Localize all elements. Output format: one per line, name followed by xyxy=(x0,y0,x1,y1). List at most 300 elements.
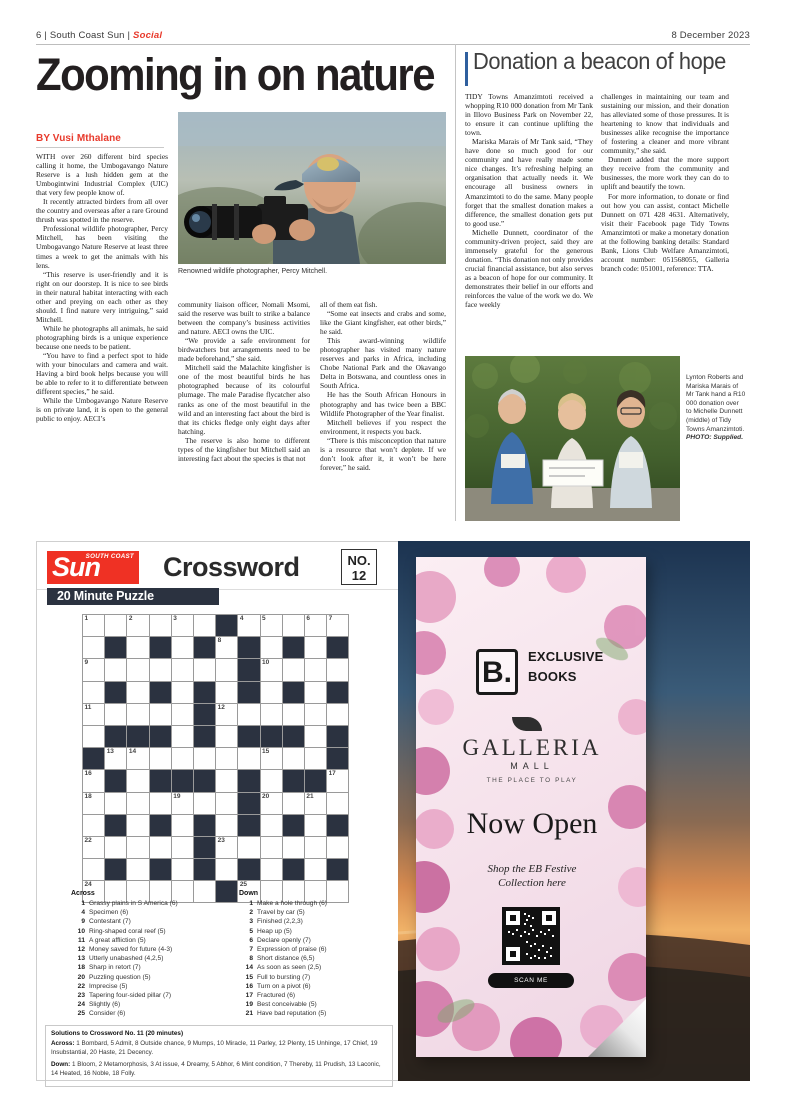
grid-cell[interactable] xyxy=(305,704,326,725)
grid-cell[interactable] xyxy=(127,748,148,769)
grid-cell-block xyxy=(150,637,171,658)
across-clue xyxy=(71,899,233,908)
grid-cell-block xyxy=(283,770,304,791)
grid-cell[interactable] xyxy=(261,682,282,703)
grid-cell[interactable] xyxy=(327,837,348,858)
grid-cell-number: 10 xyxy=(262,659,270,667)
grid-cell[interactable] xyxy=(172,837,193,858)
grid-cell[interactable] xyxy=(216,682,237,703)
headline-accent-bar xyxy=(465,52,468,86)
clue-number: 19 xyxy=(245,1001,253,1009)
grid-cell-block xyxy=(327,726,348,747)
clue-text: Make a hole through (6) xyxy=(257,900,328,907)
galleria-tagline: THE PLACE TO PLAY xyxy=(486,777,578,784)
clue-text: Utterly unabashed (4,2,5) xyxy=(89,955,164,963)
solutions-across xyxy=(51,1040,387,1057)
grid-cell[interactable] xyxy=(172,659,193,680)
eb-brand-line-2: BOOKS xyxy=(528,669,577,684)
grid-cell-block xyxy=(105,726,126,747)
grid-cell-block xyxy=(150,859,171,880)
page-title: Zooming in on nature xyxy=(36,49,435,100)
paragraph: TIDY Towns Amanzimtoti received a whopping R10 000 donation from Mr Tank in Illovo Business Park on November 22, to ensure it can continue uplifting the town. xyxy=(465,92,593,138)
publication-name: South Coast Sun xyxy=(49,30,125,41)
grid-cell-number: 1 xyxy=(84,615,89,622)
shop-line-2: Collection here xyxy=(498,877,566,889)
grid-cell-number: 23 xyxy=(217,836,225,844)
donation-column-1 xyxy=(465,92,593,309)
grid-cell-number: 3 xyxy=(173,615,177,622)
paragraph: He has the South African Honours in photography and has twice been a BBC Wildlife Photographer of the Year finalist. xyxy=(320,390,446,418)
grid-cell[interactable] xyxy=(172,704,193,725)
grid-cell-block xyxy=(172,770,193,791)
grid-cell[interactable] xyxy=(305,726,326,747)
across-clue xyxy=(71,917,233,926)
grid-cell-block xyxy=(216,615,237,636)
paragraph: “You have to find a perfect spot to hide with your binoculars and camera and wait. Having a bird book helps because you will be able to refer to it to differentiate between different species,” he said. xyxy=(36,351,168,397)
grid-cell[interactable] xyxy=(261,859,282,880)
grid-cell-number: 11 xyxy=(84,703,92,711)
down-clue xyxy=(239,1000,401,1009)
clue-text: A great affliction (5) xyxy=(89,936,146,944)
grid-cell[interactable] xyxy=(327,770,348,791)
column-1 xyxy=(36,152,168,423)
grid-cell[interactable] xyxy=(216,726,237,747)
down-clue xyxy=(239,908,401,917)
paragraph: This award-winning wildlife photographer has visited many nature reserves and parks in Africa, including Chobe National Park and the Okavango Delta in Botswana, and countless ones in South Africa. xyxy=(320,336,446,391)
down-clue xyxy=(239,1009,401,1018)
grid-cell[interactable] xyxy=(172,726,193,747)
across-heading: Across xyxy=(71,890,95,897)
grid-cell-block xyxy=(150,815,171,836)
grid-cell[interactable] xyxy=(83,837,104,858)
clue-number: 6 xyxy=(249,936,253,944)
grid-cell[interactable] xyxy=(150,793,171,814)
grid-cell[interactable] xyxy=(305,815,326,836)
grid-cell-block xyxy=(238,859,259,880)
grid-cell-number: 5 xyxy=(262,615,266,622)
eb-brand-line-1: EXCLUSIVE xyxy=(528,649,604,664)
grid-cell[interactable] xyxy=(105,837,126,858)
across-clue xyxy=(71,936,233,945)
folio-bar xyxy=(36,30,750,45)
photo-caption-left: Renowned wildlife photographer, Percy Mitchell. xyxy=(178,268,328,275)
grid-cell-number: 19 xyxy=(173,792,181,800)
grid-cell[interactable] xyxy=(305,859,326,880)
scan-me-label: SCAN ME xyxy=(514,977,548,984)
down-clues xyxy=(239,890,401,1019)
grid-cell[interactable] xyxy=(194,659,215,680)
grid-cell-number: 15 xyxy=(262,748,270,756)
clue-number: 23 xyxy=(77,992,85,1000)
grid-cell[interactable] xyxy=(238,837,259,858)
grid-cell[interactable] xyxy=(305,793,326,814)
grid-cell-number: 18 xyxy=(84,792,92,800)
paragraph: Dunnett added that the more support they receive from the community and businesses, the more work they can do to uplift and beautify the town. xyxy=(601,155,729,192)
grid-cell-block xyxy=(238,637,259,658)
paragraph: Mitchell said the Malachite kingfisher is one of the most beautiful birds he has photographed because of its colourful plumage. The male Paradise flycatcher also ranks as one of the most beautiful in the wild and an interesting fact about the bird is that its chicks fledge only eight days after hatching. xyxy=(178,363,310,436)
grid-cell-block xyxy=(194,815,215,836)
column-3 xyxy=(320,300,446,472)
grid-cell[interactable] xyxy=(83,615,104,636)
grid-cell-block xyxy=(238,659,259,680)
clue-text: Expression of praise (6) xyxy=(257,946,327,954)
grid-cell[interactable] xyxy=(83,659,104,680)
paragraph: Mariska Marais of Mr Tank said, “They have done so much good for our community and have really made some nice changes. It’s refreshing helping an organisation that actually needs it. We encourage all business owners in Amanzimtoti to do the same. Many people forget that the smallest donation makes a difference, the smallest donation gets put to good use.” xyxy=(465,137,593,228)
down-heading: Down xyxy=(239,890,259,897)
grid-cell-number: 6 xyxy=(306,615,310,622)
grid-cell[interactable] xyxy=(105,615,126,636)
grid-cell[interactable] xyxy=(216,637,237,658)
grid-cell-block xyxy=(194,637,215,658)
grid-cell[interactable] xyxy=(327,704,348,725)
paragraph: While the Umbogavango Nature Reserve is on private land, it is open to the general public to enjoy. AECI’s xyxy=(36,396,168,424)
down-clue xyxy=(239,991,401,1000)
grid-cell[interactable] xyxy=(150,615,171,636)
grid-cell[interactable] xyxy=(216,659,237,680)
paragraph: WITH over 260 different bird species calling it home, the Umbogavango Nature Reserve is a lush hidden gem at the Umbogintwini Industrial Complex (UIC) that very few people know of. xyxy=(36,152,168,198)
section-name: Social xyxy=(133,30,163,41)
grid-cell[interactable] xyxy=(261,704,282,725)
across-clue xyxy=(71,963,233,972)
grid-cell[interactable] xyxy=(238,704,259,725)
solutions-down xyxy=(51,1061,387,1078)
shop-line-1: Shop the EB Festive xyxy=(487,863,577,875)
photo-percy-svg xyxy=(178,112,446,264)
clue-number: 17 xyxy=(245,992,253,1000)
ad-card xyxy=(416,557,646,1057)
grid-cell[interactable] xyxy=(150,704,171,725)
grid-cell[interactable] xyxy=(127,859,148,880)
grid-cell[interactable] xyxy=(172,815,193,836)
grid-cell[interactable] xyxy=(238,748,259,769)
grid-cell[interactable] xyxy=(105,659,126,680)
solutions-across-text: 1 Bombard, 5 Admit, 8 Outside chance, 9 Mumps, 10 Miracle, 11 Parley, 12 Plenty, 15 Unhinge, 17 Chief, 19 Insubstantial, 20 Haste, 21 Decency. xyxy=(51,1040,378,1056)
grid-cell[interactable] xyxy=(127,770,148,791)
clue-number: 21 xyxy=(245,1010,253,1018)
solutions-box xyxy=(45,1025,393,1087)
across-clue xyxy=(71,908,233,917)
paragraph: “This reserve is user-friendly and it is right on our doorstep. It is nice to see birds in their natural habitat interacting with each other and preying on each other as they should. I find nature very intriguing,” said Mitchell. xyxy=(36,269,168,324)
grid-cell-block xyxy=(194,770,215,791)
grid-cell-number: 2 xyxy=(128,615,133,622)
clue-number: 14 xyxy=(245,964,253,972)
grid-cell-block xyxy=(238,726,259,747)
clue-number: 22 xyxy=(77,982,85,990)
grid-cell[interactable] xyxy=(261,615,282,636)
down-clue xyxy=(239,917,401,926)
grid-cell[interactable] xyxy=(150,659,171,680)
grid-cell[interactable] xyxy=(305,682,326,703)
clue-number: 5 xyxy=(249,927,253,935)
clue-text: Declare openly (7) xyxy=(257,936,311,944)
grid-cell-block xyxy=(150,770,171,791)
clue-number: 1 xyxy=(249,900,253,907)
grid-cell[interactable] xyxy=(305,637,326,658)
clue-text: Puzzling question (5) xyxy=(89,973,151,981)
paragraph: Michelle Dunnett, coordinator of the community-driven project, said they are immensely grateful for the generous donation. “This donation not only provides crucial financial assistance, but also serves as a beacon of hope for our community. It demonstrates their belief in our efforts and reinforces the value of the work we do. We face weekly xyxy=(465,227,593,310)
grid-cell[interactable] xyxy=(127,793,148,814)
grid-cell-block xyxy=(194,837,215,858)
clue-text: Contestant (7) xyxy=(89,918,131,926)
clue-text: Ring-shaped coral reef (5) xyxy=(89,927,166,935)
photo-donation-handover xyxy=(465,356,680,521)
grid-cell[interactable] xyxy=(216,770,237,791)
secondary-headline: Donation a beacon of hope xyxy=(473,48,726,74)
grid-cell[interactable] xyxy=(283,837,304,858)
galleria-name: GALLERIA xyxy=(462,735,602,760)
across-clue xyxy=(71,1000,233,1009)
clue-text: Full to bursting (7) xyxy=(257,973,311,981)
grid-cell-block xyxy=(327,815,348,836)
grid-cell-block xyxy=(238,682,259,703)
paragraph: “We provide a safe environment for birdwatchers but arrangements need to be made beforehand,” she said. xyxy=(178,336,310,364)
grid-cell[interactable] xyxy=(216,748,237,769)
clue-text: Tapering four-sided pillar (7) xyxy=(89,992,172,1000)
grid-cell-number: 8 xyxy=(217,637,222,645)
crossword-grid[interactable] xyxy=(82,614,349,903)
grid-cell-block xyxy=(327,748,348,769)
advertisement[interactable] xyxy=(398,541,750,1081)
grid-cell-number: 16 xyxy=(84,770,92,778)
grid-cell[interactable] xyxy=(105,793,126,814)
galleria-mall-word: MALL xyxy=(510,761,554,771)
grid-cell[interactable] xyxy=(305,659,326,680)
grid-cell-block xyxy=(105,770,126,791)
eb-logo-mark: B. xyxy=(476,649,518,695)
grid-cell[interactable] xyxy=(172,859,193,880)
grid-cell[interactable] xyxy=(83,704,104,725)
grid-cell[interactable] xyxy=(283,659,304,680)
grid-cell[interactable] xyxy=(105,704,126,725)
grid-cell-block xyxy=(327,637,348,658)
grid-cell-number: 20 xyxy=(262,792,270,800)
grid-cell[interactable] xyxy=(194,615,215,636)
down-clue xyxy=(239,927,401,936)
folio-sep: | xyxy=(44,30,50,41)
donation-column-2 xyxy=(601,92,729,273)
grid-cell[interactable] xyxy=(172,637,193,658)
grid-cell[interactable] xyxy=(127,637,148,658)
clue-text: Money saved for future (4-3) xyxy=(89,946,173,954)
grid-cell[interactable] xyxy=(83,637,104,658)
grid-cell-block xyxy=(283,682,304,703)
now-open-text: Now Open xyxy=(466,807,598,840)
grid-cell-block xyxy=(283,815,304,836)
clue-text: Heap up (5) xyxy=(257,927,292,935)
grid-cell[interactable] xyxy=(127,682,148,703)
grid-cell[interactable] xyxy=(216,815,237,836)
grid-cell[interactable] xyxy=(327,793,348,814)
grid-cell[interactable] xyxy=(261,793,282,814)
sun-logo-word: Sun xyxy=(52,552,100,582)
grid-cell[interactable] xyxy=(172,615,193,636)
grid-cell[interactable] xyxy=(83,770,104,791)
grid-cell[interactable] xyxy=(194,793,215,814)
photo-credit: PHOTO: Supplied. xyxy=(686,434,744,442)
clue-number: 3 xyxy=(249,918,253,926)
grid-cell-number: 25 xyxy=(239,881,248,889)
grid-cell[interactable] xyxy=(283,748,304,769)
grid-cell-block xyxy=(327,682,348,703)
clue-text: Specimen (6) xyxy=(89,909,129,917)
across-clue xyxy=(71,982,233,991)
grid-cell-block xyxy=(238,793,259,814)
grid-cell[interactable] xyxy=(83,793,104,814)
grid-cell[interactable] xyxy=(305,837,326,858)
folio-left xyxy=(36,30,162,41)
grid-cell-number: 24 xyxy=(84,881,92,889)
grid-cell[interactable] xyxy=(194,748,215,769)
paragraph: “There is this misconception that nature is a resource that won’t deplete. If we don’t look after it, it won’t be here forever,” he said. xyxy=(320,435,446,472)
grid-cell[interactable] xyxy=(83,815,104,836)
grid-cell[interactable] xyxy=(216,704,237,725)
clue-text: Fractured (6) xyxy=(257,992,296,1000)
grid-cell-number: 22 xyxy=(84,836,92,844)
grid-cell[interactable] xyxy=(127,837,148,858)
paragraph: While he photographs all animals, he said photographing birds is a unique experience because one needs to be patient. xyxy=(36,323,168,351)
grid-cell[interactable] xyxy=(261,637,282,658)
across-clue xyxy=(71,1009,233,1018)
clue-text: Short distance (6,5) xyxy=(257,955,315,963)
clue-text: Best conceivable (5) xyxy=(257,1001,317,1009)
paragraph: It recently attracted birders from all over the country and overseas after a rare Ground thrush was spotted in the reserve. xyxy=(36,197,168,225)
sun-logo-strapline: SOUTH COAST xyxy=(85,553,134,560)
clue-text: Sharp in retort (7) xyxy=(89,964,141,972)
clue-text: Slightly (6) xyxy=(89,1001,121,1009)
grid-cell-block xyxy=(127,726,148,747)
grid-cell-number: 12 xyxy=(217,703,225,711)
grid-cell-number: 13 xyxy=(106,748,114,756)
clue-text: Have bad reputation (5) xyxy=(257,1010,327,1018)
byline: BY Vusi Mthalane xyxy=(36,133,164,148)
clue-number: 9 xyxy=(81,918,85,926)
grid-cell-block xyxy=(194,682,215,703)
grid-cell[interactable] xyxy=(172,748,193,769)
grid-cell[interactable] xyxy=(283,615,304,636)
clue-text: Finished (2,2,3) xyxy=(257,918,303,926)
qr-code[interactable] xyxy=(502,907,560,965)
crossword-no-label: NO. xyxy=(347,553,371,568)
scan-me-badge[interactable] xyxy=(488,973,574,988)
clue-number: 13 xyxy=(77,955,85,963)
grid-cell[interactable] xyxy=(327,615,348,636)
photo-donation-svg xyxy=(465,356,680,521)
clue-number: 7 xyxy=(249,946,253,954)
down-clue xyxy=(239,936,401,945)
grid-cell[interactable] xyxy=(83,726,104,747)
crossword-subtitle: 20 Minute Puzzle xyxy=(47,588,219,605)
clue-text: Consider (6) xyxy=(89,1010,126,1018)
paragraph: community liaison officer, Nomali Msomi, said the reserve was built to strike a balance between the company’s business activities and nature. AECI owns the UIC. xyxy=(178,300,310,337)
grid-cell[interactable] xyxy=(172,793,193,814)
grid-cell-number: 7 xyxy=(328,615,333,622)
paragraph: Mitchell believes if you respect the environment, it respects you back. xyxy=(320,417,446,436)
qr-code-svg xyxy=(502,907,560,965)
clue-text: Grassy plains in S America (6) xyxy=(89,900,178,907)
across-clue xyxy=(71,954,233,963)
paragraph: all of them eat fish. xyxy=(320,300,378,309)
clue-number: 25 xyxy=(77,1010,85,1018)
grid-cell[interactable] xyxy=(127,815,148,836)
grid-cell[interactable] xyxy=(127,704,148,725)
paragraph: challenges in maintaining our team and sustaining our mission, and their donation has alleviated some of those pressures. It is heartening to know that individuals and businesses alike recognise the importance of fostering a cleaner and more vibrant community,” she said. xyxy=(601,92,729,156)
grid-cell[interactable] xyxy=(261,770,282,791)
grid-cell-block xyxy=(83,748,104,769)
grid-cell-block xyxy=(194,704,215,725)
grid-cell[interactable] xyxy=(105,748,126,769)
grid-cell[interactable] xyxy=(216,859,237,880)
clue-number: 18 xyxy=(77,964,85,972)
grid-cell-block xyxy=(150,726,171,747)
paragraph: Professional wildlife photographer, Percy Mitchell, has been visiting the Umbogavango Nature Reserve at least three times a week to get the animals with his lens. xyxy=(36,224,168,270)
clue-number: 24 xyxy=(77,1001,85,1009)
grid-cell[interactable] xyxy=(83,859,104,880)
caption-text: Lynton Roberts and Mariska Marais of Mr Tank hand a R10 000 donation over to Michelle Dunnett (middle) of Tidy Towns Amanzimtoti. xyxy=(686,374,746,433)
grid-cell[interactable] xyxy=(150,748,171,769)
clue-text: Imprecise (5) xyxy=(89,982,128,990)
clue-text: As soon as seen (2,5) xyxy=(257,964,322,972)
solutions-heading: Solutions to Crossword No. 11 (20 minutes) xyxy=(51,1030,184,1037)
clue-number: 15 xyxy=(245,973,253,981)
grid-cell[interactable] xyxy=(283,793,304,814)
grid-cell-block xyxy=(105,682,126,703)
solutions-down-text: 1 Bloom, 2 Metamorphosis, 3 At issue, 4 Dreamy, 5 Abhor, 6 Mint condition, 7 Thereby, 11 Prudish, 13 Laconic, 14 Heated, 16 Noble, 18 Folly. xyxy=(51,1061,381,1077)
grid-cell-number: 4 xyxy=(239,615,244,622)
clue-number: 11 xyxy=(78,936,85,944)
grid-cell[interactable] xyxy=(305,615,326,636)
clue-text: Turn on a pivot (6) xyxy=(257,982,311,990)
clue-number: 1 xyxy=(81,900,85,907)
grid-cell[interactable] xyxy=(216,837,237,858)
clue-number: 2 xyxy=(249,909,253,917)
grid-cell-block xyxy=(194,726,215,747)
grid-cell-number: 14 xyxy=(128,748,137,756)
grid-cell[interactable] xyxy=(216,793,237,814)
solutions-across-label: Across: xyxy=(51,1040,75,1048)
grid-cell-number: 17 xyxy=(328,770,336,778)
grid-cell[interactable] xyxy=(150,837,171,858)
grid-cell-block xyxy=(194,859,215,880)
grid-cell[interactable] xyxy=(172,682,193,703)
grid-cell[interactable] xyxy=(127,615,148,636)
across-clue xyxy=(71,991,233,1000)
grid-cell[interactable] xyxy=(261,659,282,680)
clue-number: 8 xyxy=(249,955,253,963)
grid-cell[interactable] xyxy=(327,659,348,680)
grid-cell[interactable] xyxy=(83,682,104,703)
grid-cell[interactable] xyxy=(261,748,282,769)
column-2 xyxy=(178,300,310,463)
grid-cell[interactable] xyxy=(127,659,148,680)
grid-cell[interactable] xyxy=(305,748,326,769)
down-clue xyxy=(239,945,401,954)
grid-cell-block xyxy=(283,726,304,747)
solutions-down-label: Down: xyxy=(51,1061,71,1069)
clue-number: 20 xyxy=(77,973,85,981)
clue-number: 16 xyxy=(245,982,253,990)
grid-cell[interactable] xyxy=(283,704,304,725)
issue-date: 8 December 2023 xyxy=(671,30,750,41)
grid-cell[interactable] xyxy=(261,837,282,858)
grid-cell-block xyxy=(327,859,348,880)
grid-cell[interactable] xyxy=(238,615,259,636)
grid-cell-block xyxy=(238,770,259,791)
clue-number: 10 xyxy=(77,927,85,935)
photo-percy-mitchell xyxy=(178,112,446,264)
crossword-title: Crossword xyxy=(163,552,300,582)
grid-cell[interactable] xyxy=(261,815,282,836)
photo-caption-right xyxy=(686,374,746,443)
